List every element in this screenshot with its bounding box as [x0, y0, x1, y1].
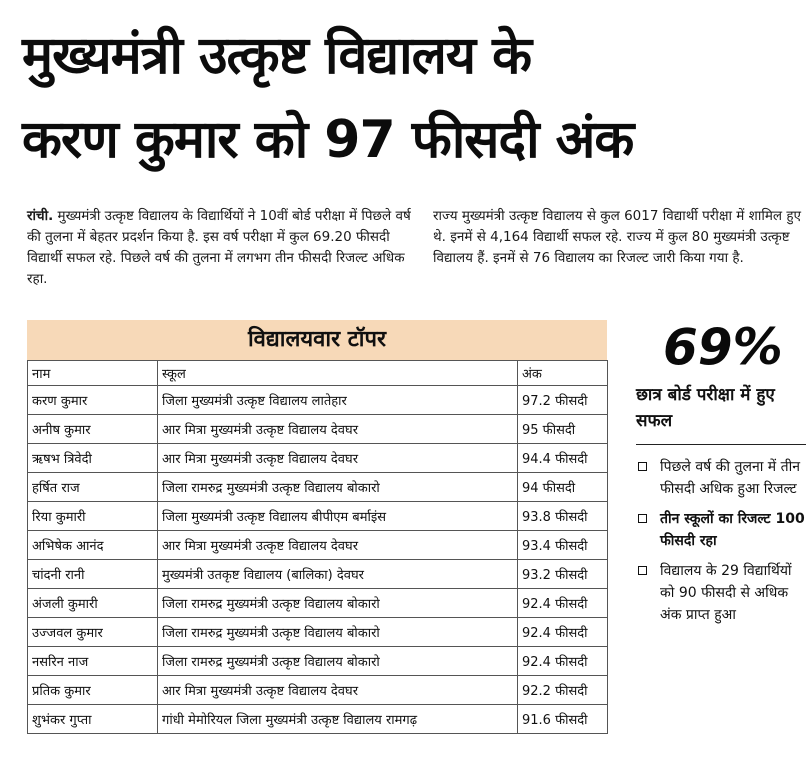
pass-percentage: 69% — [663, 318, 783, 376]
headline — [22, 14, 802, 182]
cell-school: जिला मुख्यमंत्री उत्कृष्ट विद्यालय बीपीएम बर्माइंस — [158, 502, 518, 531]
square-bullet-icon — [638, 462, 647, 471]
highlight-text: पिछले वर्ष की तुलना में तीन फीसदी अधिक हुआ रिजल्ट — [660, 459, 801, 497]
highlight-item — [634, 508, 806, 552]
table-row — [28, 473, 608, 502]
headline-line-2: करण कुमार को 97 फीसदी अंक — [22, 110, 634, 170]
cell-marks: 93.4 फीसदी — [518, 531, 608, 560]
table-row — [28, 589, 608, 618]
headline-line-1: मुख्यमंत्री उत्कृष्ट विद्यालय के — [22, 26, 532, 86]
cell-marks: 92.4 फीसदी — [518, 618, 608, 647]
highlight-text: तीन स्कूलों का रिजल्ट 100 फीसदी रहा — [660, 511, 805, 549]
highlights-list — [634, 456, 806, 634]
table-row — [28, 502, 608, 531]
cell-school: आर मित्रा मुख्यमंत्री उत्कृष्ट विद्यालय देवघर — [158, 676, 518, 705]
table-row — [28, 386, 608, 415]
table-row — [28, 618, 608, 647]
highlight-item — [634, 456, 806, 500]
toppers-table-block — [27, 320, 607, 734]
cell-name: प्रतिक कुमार — [28, 676, 158, 705]
cell-marks: 92.4 फीसदी — [518, 589, 608, 618]
pass-caption: छात्र बोर्ड परीक्षा में हुए सफल — [636, 385, 775, 431]
cell-marks: 94 फीसदी — [518, 473, 608, 502]
intro-column-left — [27, 206, 413, 290]
highlight-item — [634, 560, 806, 626]
cell-school: जिला मुख्यमंत्री उत्कृष्ट विद्यालय लातेहार — [158, 386, 518, 415]
cell-name: अंजली कुमारी — [28, 589, 158, 618]
cell-marks: 93.8 फीसदी — [518, 502, 608, 531]
intro-text-right: राज्य मुख्यमंत्री उत्कृष्ट विद्यालय से कुल 6017 विद्यार्थी परीक्षा में शामिल हुए थे. इनमें से 4,164 विद्यार्थी सफल रहे. राज्य में कुल 80 मुख्यमंत्री उत्कृष्ट विद्यालय हैं. इनमें से 76 विद्यालय का रिजल्ट जारी किया गया है. — [433, 208, 801, 266]
table-row — [28, 647, 608, 676]
cell-school: जिला रामरुद्र मुख्यमंत्री उत्कृष्ट विद्यालय बोकारो — [158, 618, 518, 647]
intro-text-left: मुख्यमंत्री उत्कृष्ट विद्यालय के विद्यार्थियों ने 10वीं बोर्ड परीक्षा में पिछले वर्ष की तुलना में बेहतर प्रदर्शन किया है. इस वर्ष परीक्षा में कुल 69.20 फीसदी विद्यार्थी सफल रहे. पिछले वर्ष की तुलना में लगभग तीन फीसदी रिजल्ट अधिक रहा. — [27, 208, 411, 287]
highlight-text: विद्यालय के 29 विद्यार्थियों को 90 फीसदी से अधिक अंक प्राप्त हुआ — [660, 563, 792, 623]
cell-marks: 92.2 फीसदी — [518, 676, 608, 705]
cell-marks: 95 फीसदी — [518, 415, 608, 444]
table-row — [28, 705, 608, 734]
cell-marks: 97.2 फीसदी — [518, 386, 608, 415]
table-row — [28, 676, 608, 705]
cell-school: आर मित्रा मुख्यमंत्री उत्कृष्ट विद्यालय देवघर — [158, 444, 518, 473]
cell-name: शुभंकर गुप्ता — [28, 705, 158, 734]
cell-name: नसरिन नाज — [28, 647, 158, 676]
table-header-row — [28, 361, 608, 386]
table-row — [28, 444, 608, 473]
table-row — [28, 560, 608, 589]
cell-school: जिला रामरुद्र मुख्यमंत्री उत्कृष्ट विद्यालय बोकारो — [158, 647, 518, 676]
cell-name: उज्जवल कुमार — [28, 618, 158, 647]
intro-column-right — [433, 206, 805, 269]
cell-marks: 93.2 फीसदी — [518, 560, 608, 589]
header-school: स्कूल — [158, 361, 518, 386]
table-row — [28, 531, 608, 560]
cell-school: आर मित्रा मुख्यमंत्री उत्कृष्ट विद्यालय देवघर — [158, 415, 518, 444]
cell-marks: 91.6 फीसदी — [518, 705, 608, 734]
cell-school: मुख्यमंत्री उतकृष्ट विद्यालय (बालिका) देवघर — [158, 560, 518, 589]
table-row — [28, 415, 608, 444]
cell-name: अनीष कुमार — [28, 415, 158, 444]
cell-school: गांधी मेमोरियल जिला मुख्यमंत्री उत्कृष्ट विद्यालय रामगढ़ — [158, 705, 518, 734]
cell-school: आर मित्रा मुख्यमंत्री उत्कृष्ट विद्यालय देवघर — [158, 531, 518, 560]
cell-school: जिला रामरुद्र मुख्यमंत्री उत्कृष्ट विद्यालय बोकारो — [158, 589, 518, 618]
table-title: विद्यालयवार टॉपर — [27, 320, 607, 360]
header-name: नाम — [28, 361, 158, 386]
square-bullet-icon — [638, 514, 647, 523]
cell-name: रिया कुमारी — [28, 502, 158, 531]
cell-marks: 92.4 फीसदी — [518, 647, 608, 676]
dateline: रांची. — [27, 208, 54, 224]
cell-name: अभिषेक आनंद — [28, 531, 158, 560]
cell-name: करण कुमार — [28, 386, 158, 415]
cell-name: ऋषभ त्रिवेदी — [28, 444, 158, 473]
header-marks: अंक — [518, 361, 608, 386]
toppers-table — [27, 360, 608, 734]
cell-marks: 94.4 फीसदी — [518, 444, 608, 473]
divider — [636, 444, 806, 445]
square-bullet-icon — [638, 566, 647, 575]
cell-school: जिला रामरुद्र मुख्यमंत्री उत्कृष्ट विद्यालय बोकारो — [158, 473, 518, 502]
cell-name: हर्षित राज — [28, 473, 158, 502]
cell-name: चांदनी रानी — [28, 560, 158, 589]
